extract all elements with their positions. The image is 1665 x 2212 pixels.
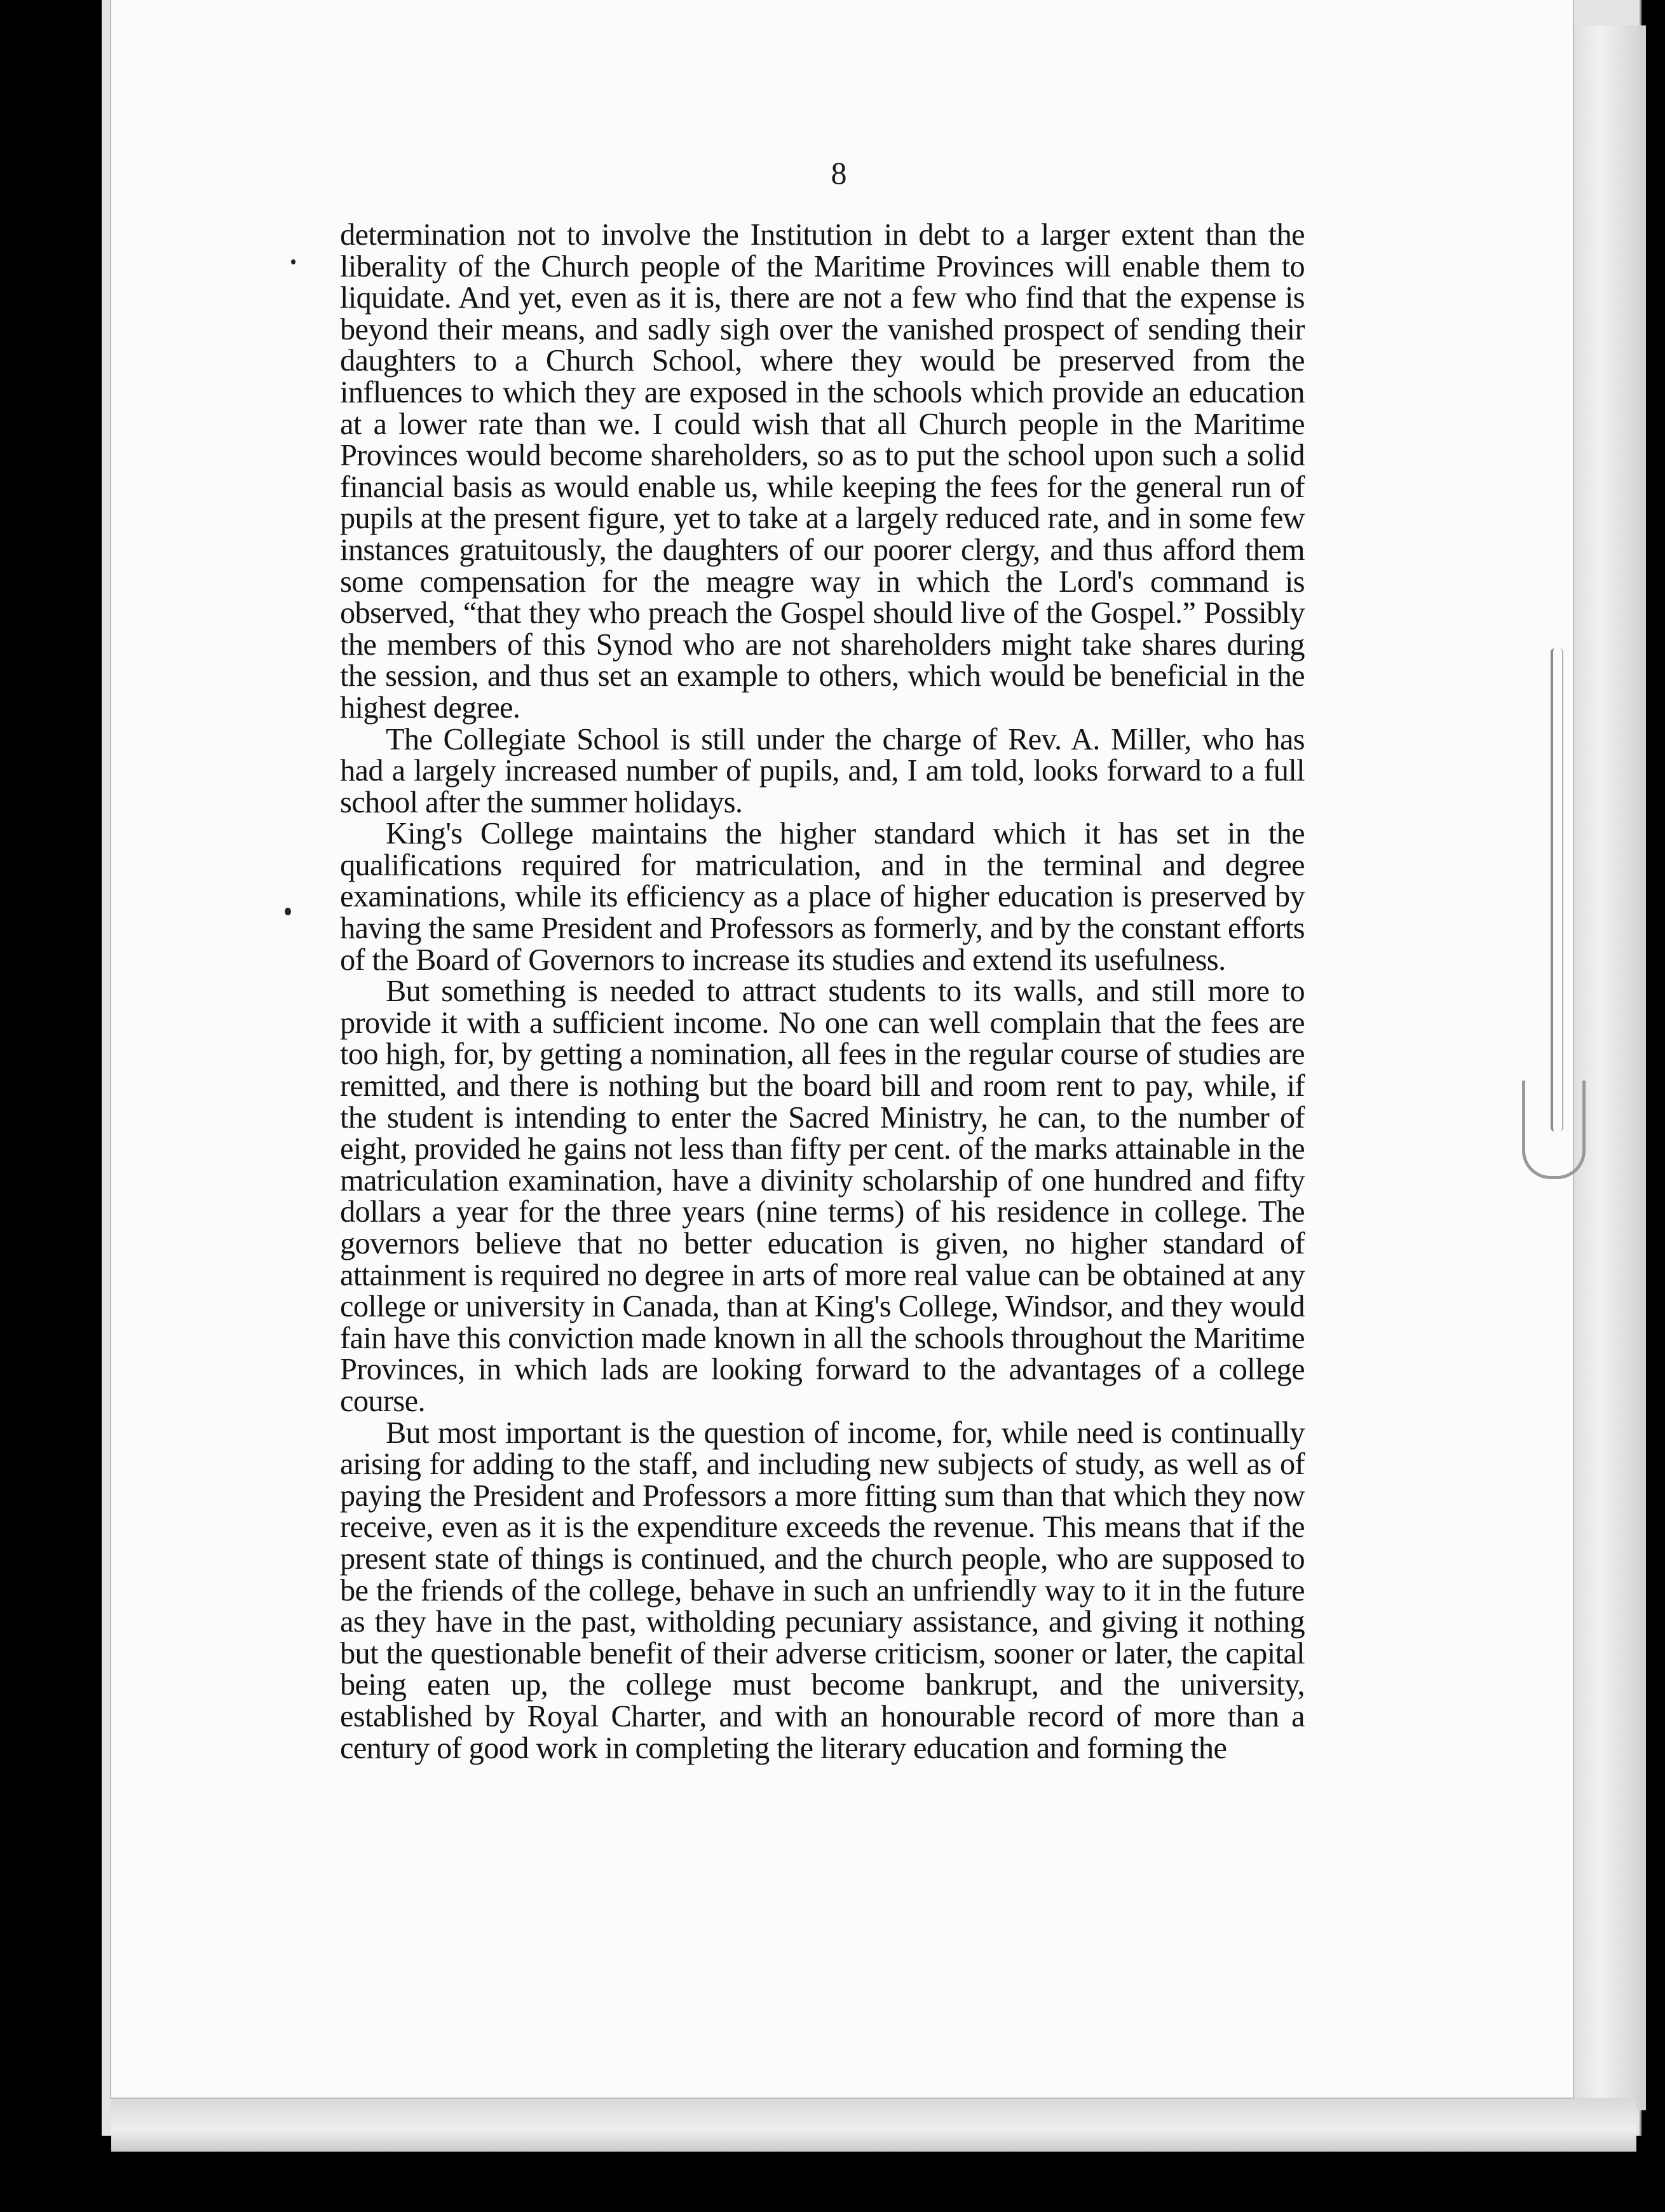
paper-bottom-edge [111,2098,1636,2152]
binding-thread [1551,648,1563,1131]
binding-thread-loop [1522,1081,1586,1179]
page-number: 8 [831,155,847,191]
stray-mark [291,259,296,264]
stray-mark [285,908,291,915]
body-text [340,219,1305,1764]
paragraph: But something is needed to attract students to its walls, and still more to provide it with a sufficient income. No one can well complain that the fees are too high, for, by getting a nomination, all fees in the regular course of studies are remitted, and there is nothing but the board bill and room rent to pay, while, if the student is intending to enter the Sacred Ministry, he can, to the number of eight, provided he gains not less than fifty per cent. of the marks attainable in the matriculation examination, have a divinity scholarship of one hundred and fifty dollars a year for the three years (nine terms) of his residence in college. The governors believe that no better education is given, no higher standard of attainment is required no degree in arts of more real value can be obtained at any college or university in Canada, than at King's College, Windsor, and they would fain have this conviction made known in all the schools throughout the Maritime Provinces, in which lads are looking forward to the advantages of a college course. [340,974,1305,1418]
paragraph: King's College maintains the higher standard which it has set in the qualifications required for matriculation, and in the terminal and degree examinations, while its efficiency as a place of higher education is preserved by having the same President and Professors as formerly, and by the constant efforts of the Board of Governors to increase its studies and extend its usefulness. [340,817,1305,977]
paper-edge [1570,25,1646,2110]
paragraph: determination not to involve the Institution in debt to a larger extent than the liberality of the Church people of the Maritime Provinces will enable them to liquidate. And yet, even as it is, there are not a few who find that the expense is beyond their means, and sadly sigh over the vanished prospect of sending their daughters to a Church School, where they would be preserved from the influences to which they are exposed in the schools which provide an education at a lower rate than we. I could wish that all Church people in the Maritime Provinces would become shareholders, so as to put the school upon such a solid financial basis as would enable us, while keeping the fees for the general run of pupils at the present figure, yet to take at a largely reduced rate, and in some few instances gratuitously, the daughters of our poorer clergy, and thus afford them some compensation for the meagre way in which the Lord's command is observed, “that they who preach the Gospel should live of the Gospel.” Possibly the members of this Synod who are not shareholders might take shares during the session, and thus set an example to others, which would be beneficial in the highest degree. [340,218,1305,725]
paragraph: The Collegiate School is still under the charge of Rev. A. Miller, who has had a largely increased number of pupils, and, I am told, looks forward to a full school after the summer holidays. [340,722,1305,819]
paragraph: But most important is the question of income, for, while need is continually arising for adding to the staff, and including new subjects of study, as well as of paying the President and Professors a more fitting sum than that which they now receive, even as it is the expenditure exceeds the revenue. This means that if the present state of things is continued, and the church people, who are supposed to be the friends of the college, behave in such an unfriendly way to it in the future as they have in the past, witholding pecuniary assistance, and giving it nothing but the questionable benefit of their adverse criticism, sooner or later, the capital being eaten up, the college must become bankrupt, and the university, established by Royal Charter, and with an honourable record of more than a century of good work in completing the literary education and forming the [340,1416,1305,1765]
